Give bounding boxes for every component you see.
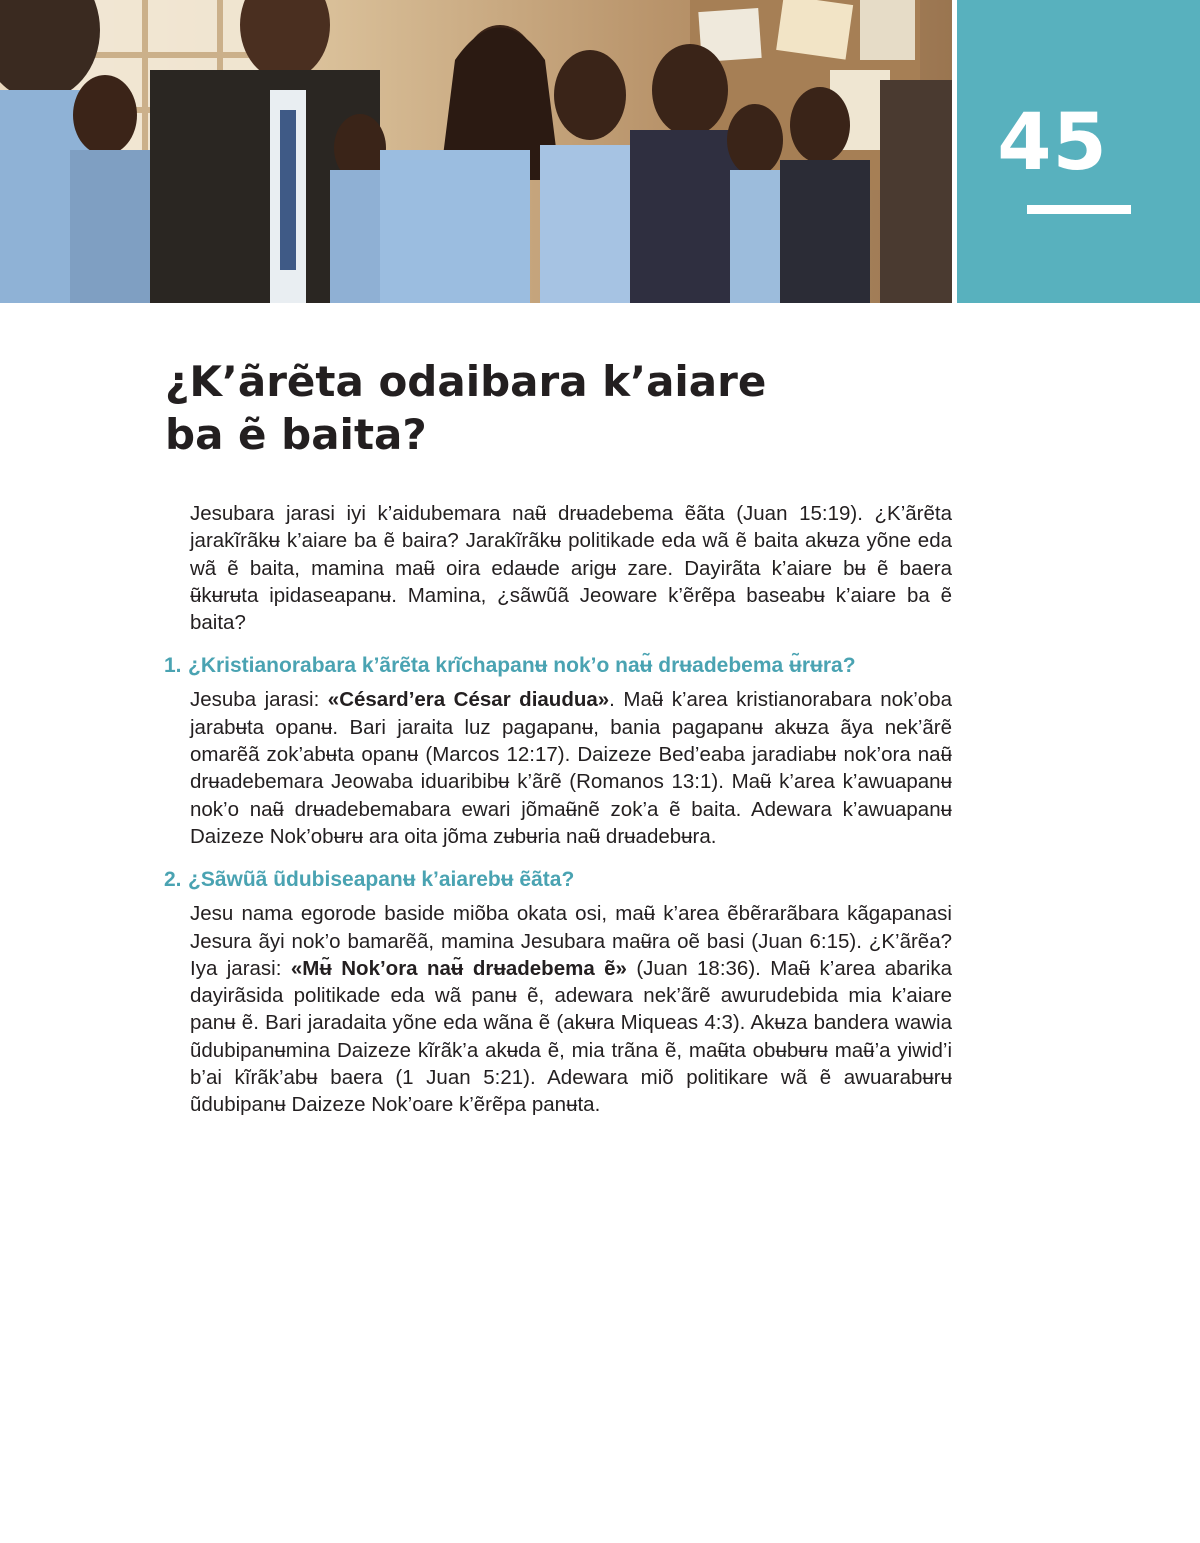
intro-paragraph: Jesubara jarasi iyi k’aidubemara naʉ̃ drʉadebema ẽãta (Juan 15:19). ¿K’ãrẽta jarakĩrãkʉ k’aiare ba ẽ baira? Jarakĩrãkʉ politikade eda wã ẽ baita akʉza yõne eda wã ẽ baita, mamina maʉ̃ oira edaʉde arigʉ zare. Dayirãta k’aiare bʉ ẽ baera ʉ̃kʉrʉta ipidaseapanʉ. Mamina, ¿sãwũã Jeoware k’ẽrẽpa baseabʉ k’aiare ba ẽ baita?: [190, 502, 952, 635]
question-2: [164, 866, 952, 894]
question-1-number: 1.: [164, 654, 182, 678]
answer-1-paragraph: [190, 686, 952, 850]
students-photo-illustration: [0, 0, 952, 303]
page-title: [165, 355, 865, 461]
page-title-line1: ¿K’ãrẽta odaibara k’aiare: [165, 357, 767, 406]
question-1-text: ¿Kristianorabara k’ãrẽta krĩchapanʉ nok’o naʉ̃ drʉadebema ʉ̃rʉra?: [188, 654, 856, 678]
chapter-rule: [1027, 205, 1131, 214]
answer-2-quote: «Mʉ̃ Nok’ora naʉ̃ drʉadebema ẽ»: [290, 956, 627, 980]
answer-2-rest: (Juan 18:36). Maʉ̃ k’area abarika dayirãsida politikade eda wã panʉ ẽ, adewara nek’ãrẽ awurudebida mia k’aiare panʉ ẽ. Bari jaradaita yõne eda wãna ẽ (akʉra Miqueas 4:3). Akʉza bandera wawia ũdubipanʉmina Daizeze kĩrãk’a akʉda ẽ, mia trãna ẽ, maʉ̃ta obʉbʉrʉ maʉ̃’a yiwid’i b’ai kĩrãk’abʉ baera (1 Juan 5:21). Adewara miõ politikare wã ẽ awuarabʉrʉ ũdubipanʉ Daizeze Nok’oare k’ẽrẽpa panʉta.: [190, 956, 953, 1117]
page-title-line2: ba ẽ baita?: [165, 410, 427, 459]
answer-1-lead: Jesuba jarasi:: [190, 688, 328, 712]
question-1: [164, 652, 952, 680]
answer-1-rest: . Maʉ̃ k’area kristianorabara nok’oba jarabʉta opanʉ. Bari jaraita luz pagapanʉ, bania pagapanʉ akʉza ãya nek’ãrẽ omarẽã zok’abʉta opanʉ (Marcos 12:17). Daizeze Bed’eaba jaradiabʉ nok’ora naʉ̃ drʉadebemara Jeowaba iduaribibʉ k’ãrẽ (Romanos 13:1). Maʉ̃ k’area k’awuapanʉ nok’o naʉ̃ drʉadebemabara ewari jõmaʉ̃nẽ zok’a ẽ baita. Adewara k’awuapanʉ Daizeze Nok’obʉrʉ ara oita jõma zʉbʉria naʉ̃ drʉadebʉra.: [190, 688, 952, 848]
chapter-badge: [957, 0, 1200, 303]
article-body: [164, 500, 952, 1119]
answer-1-quote: «Césard’era César diaudua»: [327, 688, 610, 712]
answer-2-paragraph: [190, 900, 952, 1118]
question-2-number: 2.: [164, 868, 182, 892]
question-2-text: ¿Sãwũã ũdubiseapanʉ k’aiarebʉ ẽãta?: [188, 868, 575, 892]
chapter-number: 45: [997, 98, 1108, 188]
answer-2-lead: Jesu nama egorode baside miõba okata osi, maʉ̃ k’area ẽbẽrarãbara kãgapanasi Jesura ãyi nok’o bamarẽã, mamina Jesubara maʉ̃ra oẽ basi (Juan 6:15). ¿K’ãrẽa? Iya jarasi:: [190, 902, 952, 980]
header-photo: [0, 0, 952, 303]
